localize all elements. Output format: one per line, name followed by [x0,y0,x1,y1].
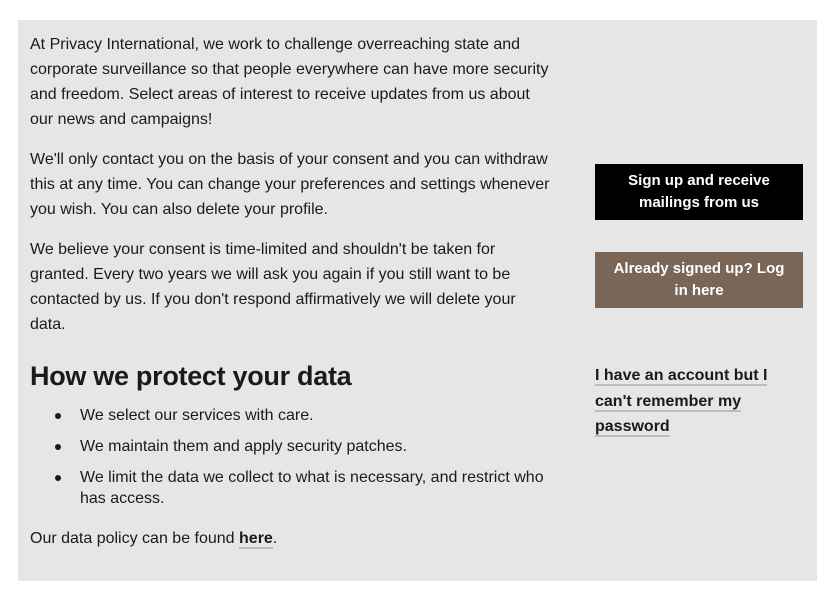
consent-panel [18,20,817,581]
list-item-text: We limit the data we collect to what is necessary, and restrict who has access. [80,469,544,507]
data-policy-text: Our data policy can be found [30,530,240,547]
section-heading: How we protect your data [30,361,352,391]
intro-paragraph: At Privacy International, we work to challenge overreaching state and corporate surveillance so that people everywhere can have more security and freedom. Select areas of interest to receive updates from us about our news and campaigns! [30,36,549,128]
data-policy-suffix: . [272,530,278,547]
list-item [80,436,555,457]
bullet-icon [55,413,61,419]
time-limit-paragraph: We believe your consent is time-limited and shouldn't be taken for granted. Every two years we will ask you again if you still want to be contacted by us. If you don't respond affirmatively we will delete your data. [30,241,516,333]
list-item-text: We maintain them and apply security patches. [80,438,407,455]
data-policy-link[interactable]: here [239,530,273,547]
forgot-password-container [595,363,785,440]
data-policy-line [30,526,555,551]
signup-button[interactable] [595,164,803,220]
forgot-password-link[interactable]: I have an account but I can't remember my password [595,367,768,435]
login-button-label: Already signed up? Log in here [613,260,785,299]
bullet-icon [55,475,61,481]
protection-list [30,405,555,509]
main-content [30,32,555,551]
list-item [80,467,555,509]
list-item-text: We select our services with care. [80,407,314,424]
login-button[interactable] [595,252,803,308]
list-item [80,405,555,426]
consent-paragraph: We'll only contact you on the basis of your consent and you can withdraw this at any time. You can change your preferences and settings whenever you wish. You can also delete your profile. [30,151,550,218]
bullet-icon [55,444,61,450]
signup-button-label: Sign up and receive mailings from us [628,172,770,211]
